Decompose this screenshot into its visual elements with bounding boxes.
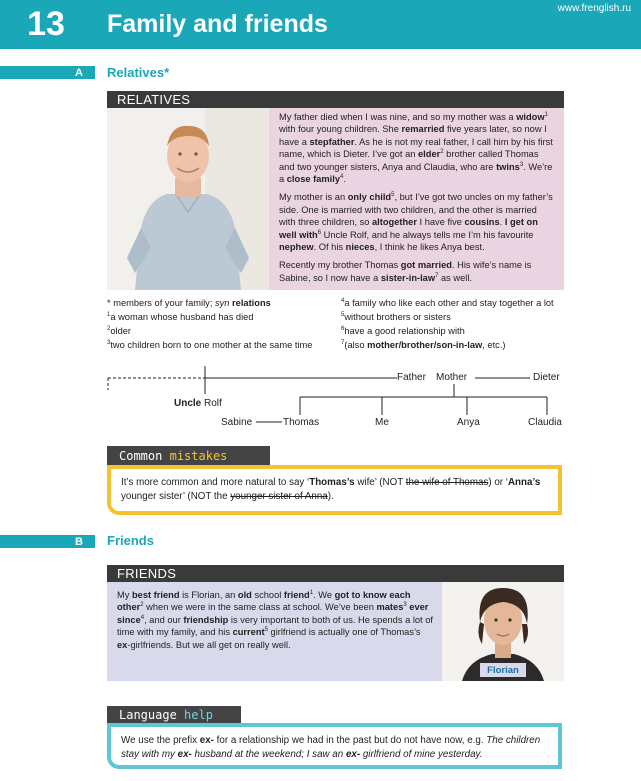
tree-claudia: Claudia bbox=[528, 417, 562, 428]
tree-me: Me bbox=[375, 417, 389, 428]
unit-number: 13 bbox=[27, 5, 65, 43]
relatives-paragraph-2: My mother is an only child$^5$, but I’ve got two uncles on my father’s side. One is married with two children, and the other is married with three children, so altogether I have five cousins. I get on well with$^6$ Uncle Rolf, and he always tells me I’m his favourite nephew. Of his nieces, I think he likes Anya best. bbox=[279, 192, 553, 253]
relatives-paragraph-1: My father died when I was nine, and so my mother was a widow$^1$ with four young children. She remarried five years later, so now I have a stepfather. As he is not my real father, I call him by his first name, which is Dieter. I’ve got an elder$^2$ brother called Thomas and two younger sisters, Anya and Claudia, who are twins$^3$. We’re a close family$^4$. bbox=[279, 111, 553, 185]
common-mistakes-tab bbox=[107, 446, 270, 465]
footnote-2: $^2$older bbox=[107, 325, 132, 336]
footnotes-right bbox=[341, 296, 571, 352]
language-help-tab-word1: Language bbox=[119, 707, 177, 722]
footnote-7: $^7$(also mother/brother/son-in-law, etc.) bbox=[341, 339, 506, 350]
tree-sabine: Sabine bbox=[221, 417, 253, 428]
common-mistakes-box: It’s more common and more natural to say ‘Thomas’s wife’ (NOT the wife of Thomas) or ‘Anna’s younger sister’ (NOT the younger sister of Anna). bbox=[107, 465, 562, 515]
man-photo bbox=[107, 108, 269, 290]
footnote-5: $^5$without brothers or sisters bbox=[341, 311, 451, 322]
unit-title: Family and friends bbox=[107, 10, 328, 38]
section-a-title: Relatives* bbox=[107, 65, 170, 80]
relatives-box-title: RELATIVES bbox=[107, 91, 564, 108]
friends-paragraph: My best friend is Florian, an old school friend$^1$. We got to know each other$^2$ when we were in the same class at school. We’ve been mates$^3$ ever since$^4$, and our friendship is very important to both of us. He spends a lot of time with my family, and his current$^5$ girlfriend is actually one of Thomas’s ex-girlfriends. But we all get on really well. bbox=[117, 589, 433, 650]
tree-mother: Mother bbox=[436, 372, 468, 383]
tree-uncle-rolf: Uncle Rolf bbox=[174, 398, 222, 409]
florian-photo bbox=[442, 582, 564, 681]
common-mistakes-tab-word2: mistakes bbox=[169, 448, 228, 463]
tree-anya: Anya bbox=[457, 417, 480, 428]
common-mistakes-tab-word1: Common bbox=[119, 448, 163, 463]
friends-box-title: FRIENDS bbox=[107, 565, 564, 582]
footnote-1: $^1$a woman whose husband has died bbox=[107, 311, 254, 322]
section-b-letter: B bbox=[0, 535, 95, 548]
tree-dieter: Dieter bbox=[533, 372, 560, 383]
man-photo-illustration bbox=[107, 108, 269, 290]
website-url[interactable]: www.frenglish.ru bbox=[557, 3, 631, 14]
relatives-paragraph-3: Recently my brother Thomas got married. His wife’s name is Sabine, so I now have a sister-in-law$^7$ as well. bbox=[279, 260, 532, 283]
section-a-letter: A bbox=[0, 66, 95, 79]
language-help-box: We use the prefix ex- for a relationship we had in the past but do not have now, e.g. The children stay with my ex- husband at the weekend; I saw an ex- girlfriend of mine yesterday. bbox=[107, 723, 562, 769]
footnote-4: $^4$a family who like each other and stay together a lot bbox=[341, 297, 554, 308]
footnote-6: $^6$have a good relationship with bbox=[341, 325, 465, 336]
relatives-text bbox=[279, 111, 554, 290]
footnote-star: * members of your family; syn relations bbox=[107, 298, 271, 308]
florian-label: Florian bbox=[480, 663, 526, 677]
footnote-3: $^3$two children born to one mother at the same time bbox=[107, 339, 313, 350]
footnotes-left bbox=[107, 296, 337, 352]
language-help-tab bbox=[107, 706, 241, 723]
language-help-tab-word2: help bbox=[184, 707, 213, 722]
tree-thomas: Thomas bbox=[283, 417, 320, 428]
tree-father: Father bbox=[397, 372, 426, 383]
section-b-title: Friends bbox=[107, 533, 154, 548]
